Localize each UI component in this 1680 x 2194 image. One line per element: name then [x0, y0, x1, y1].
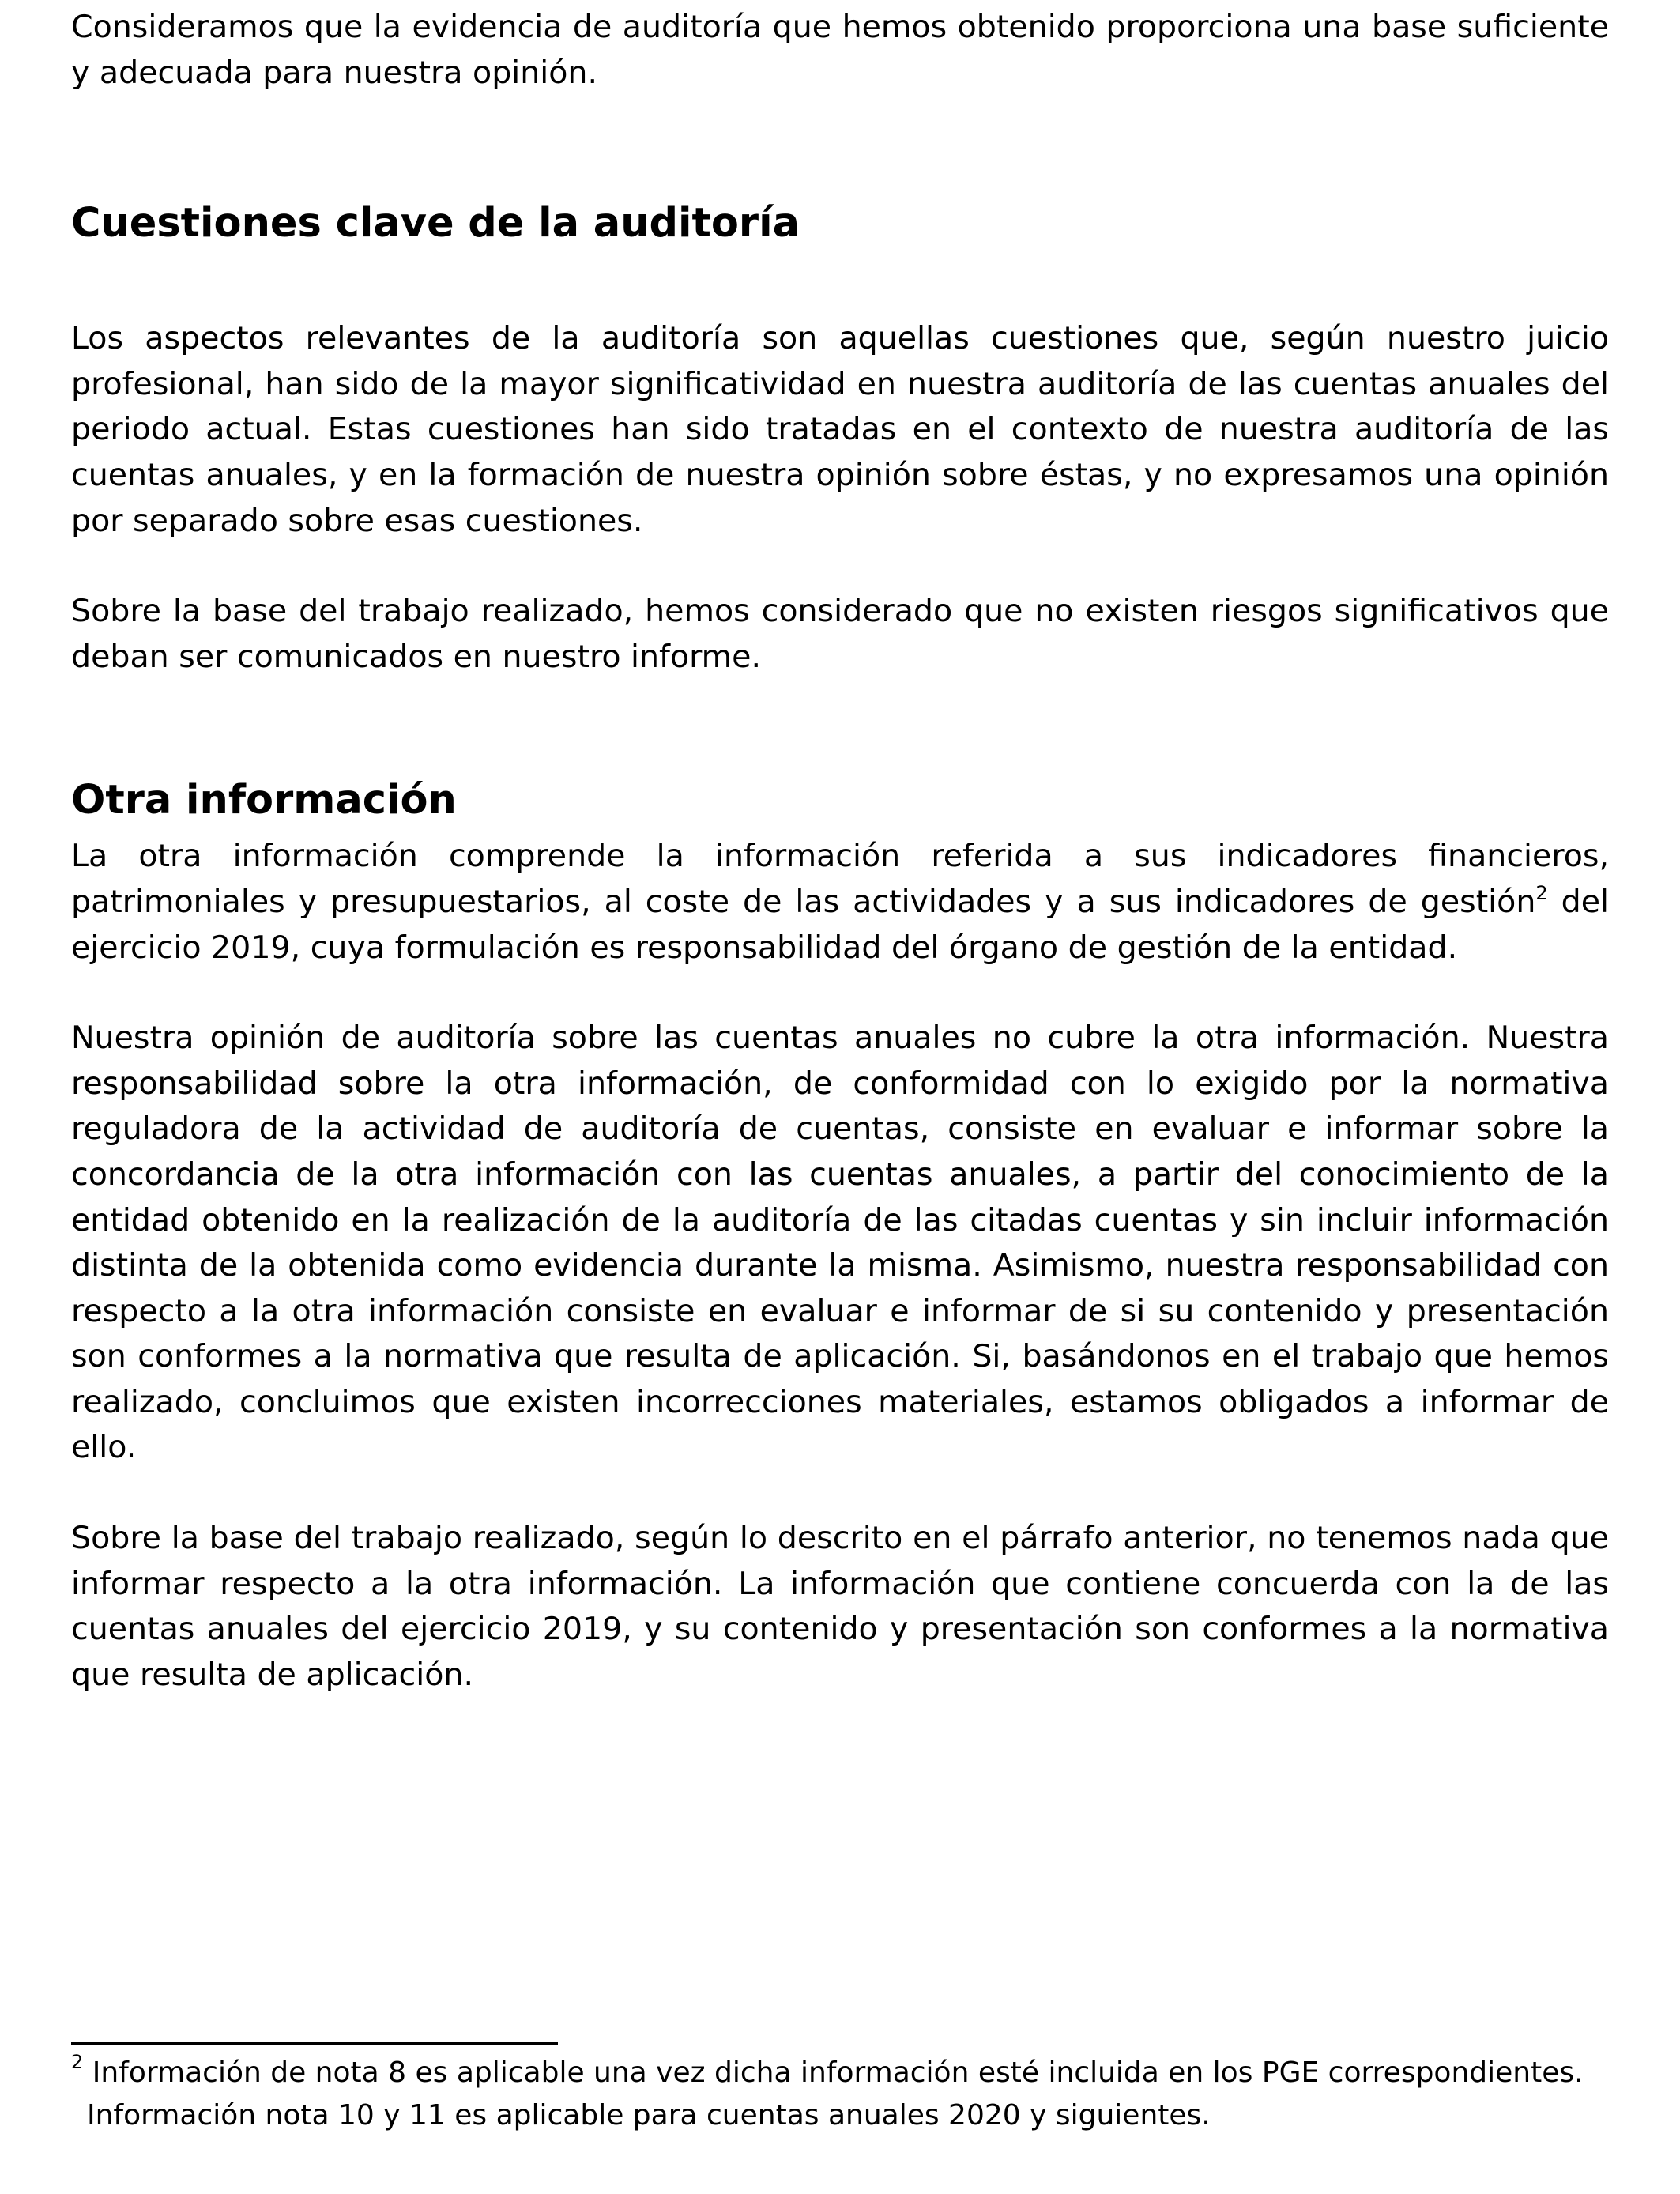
- footnote-marker: 2: [71, 2051, 84, 2073]
- intro-paragraph: Consideramos que la evidencia de auditoría que hemos obtenido proporciona una base suficiente y adecuada para nuestra opinión.: [71, 9, 1609, 91]
- other-info-paragraph-3: Sobre la base del trabajo realizado, según lo descrito en el párrafo anterior, no tenemos nada que informar respecto a la otra información. La información que contiene concuerda con la de las cuentas anuales del ejercicio 2019, y su contenido y presentación son conformes a la normativa que resulta de aplicación.: [71, 1520, 1609, 1693]
- other-info-paragraph-2: Nuestra opinión de auditoría sobre las cuentas anuales no cubre la otra información. Nuestra responsabilidad sobre la otra información, de conformidad con lo exigido por la normativa reguladora de la actividad de auditoría de cuentas, consiste en evaluar e informar sobre la concordancia de la otra información con las cuentas anuales, a partir del conocimiento de la entidad obtenido en la realización de la auditoría de las citadas cuentas y sin incluir información distinta de la obtenida como evidencia durante la misma. Asimismo, nuestra responsabilidad con respecto a la otra información consiste en evaluar e informar de si su contenido y presentación son conformes a la normativa que resulta de aplicación. Si, basándonos en el trabajo que hemos realizado, concluimos que existen incorrecciones materiales, estamos obligados a informar de ello.: [71, 1020, 1609, 1466]
- footnote-line-1: [71, 2051, 1584, 2089]
- footnote: [71, 2052, 1609, 2137]
- other-info-paragraph-1-text: La otra información comprende la información referida a sus indicadores financieros, patrimoniales y presupuestarios, al coste de las actividades y a sus indicadores de gestión: [71, 838, 1609, 920]
- document-page: [71, 0, 1609, 1698]
- key-matters-paragraph-2: Sobre la base del trabajo realizado, hemos considerado que no existen riesgos significativos que deban ser comunicados en nuestro informe.: [71, 593, 1609, 675]
- footnote-line-2: Información nota 10 y 11 es aplicable para cuentas anuales 2020 y siguientes.: [87, 2099, 1211, 2132]
- other-info-paragraph-1: [71, 834, 1609, 971]
- footnote-reference: 2: [1535, 881, 1548, 904]
- other-info-heading: Otra información: [71, 777, 457, 824]
- footnote-line-1-text: Información de nota 8 es aplicable una vez dicha información esté incluida en los PGE correspondientes.: [83, 2056, 1584, 2089]
- footnote-separator: [71, 2042, 558, 2045]
- other-info-paragraph-1-text-cont: del ejercicio 2019, cuya formulación es responsabilidad del órgano de gestión de la entidad.: [71, 883, 1610, 966]
- key-matters-heading: Cuestiones clave de la auditoría: [71, 200, 800, 247]
- key-matters-paragraph-1: Los aspectos relevantes de la auditoría son aquellas cuestiones que, según nuestro juicio profesional, han sido de la mayor significatividad en nuestra auditoría de las cuentas anuales del periodo actual. Estas cuestiones han sido tratadas en el contexto de nuestra auditoría de las cuentas anuales, y en la formación de nuestra opinión sobre éstas, y no expresamos una opinión por separado sobre esas cuestiones.: [71, 320, 1609, 539]
